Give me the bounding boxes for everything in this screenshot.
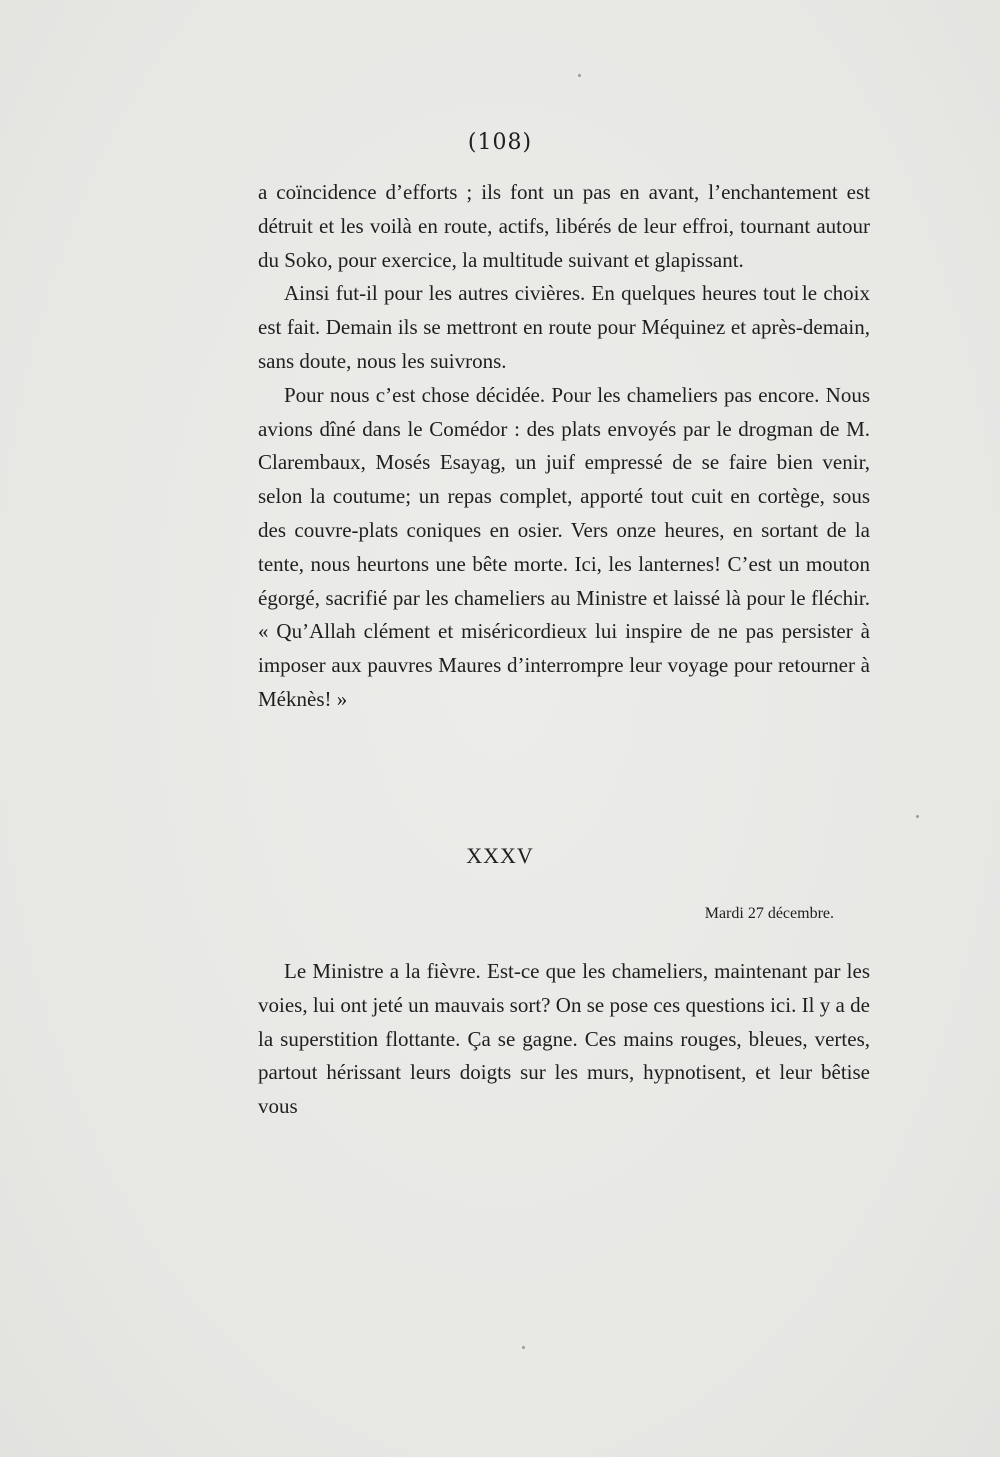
text-section-1 <box>258 176 870 717</box>
chapter-heading: XXXV <box>466 843 534 868</box>
paper-speck <box>916 815 919 818</box>
chapter-date: Mardi 27 décembre. <box>704 905 834 922</box>
paper-speck <box>522 1346 525 1349</box>
paper-speck <box>578 74 581 77</box>
text-section-2 <box>258 955 870 1124</box>
paragraph: Ainsi fut-il pour les autres civières. En quelques heures tout le choix est fait. Demain ils se mettront en route pour Méquinez et après-demain, sans doute, nous les suivrons. <box>258 281 870 373</box>
paragraph: a coïncidence d’efforts ; ils font un pas en avant, l’enchantement est détruit et les voilà en route, actifs, libérés de leur effroi, tournant autour du Soko, pour exercice, la multitude suivant et glapissant. <box>258 180 870 272</box>
page-number: (108) <box>467 130 533 155</box>
paragraph: Pour nous c’est chose décidée. Pour les chameliers pas encore. Nous avions dîné dans le Comédor : des plats envoyés par le drogman de M. Clarembaux, Mosés Esayag, un juif empressé de se faire bien venir, selon la coutume; un repas complet, apporté tout cuit en cortège, sous des couvre-plats coniques en osier. Vers onze heures, en sortant de la tente, nous heurtons une bête morte. Ici, les lanternes! C’est un mouton égorgé, sacrifié par les chameliers au Ministre et laissé là pour le fléchir. « Qu’Allah clément et miséricordieux lui inspire de ne pas persister à imposer aux pauvres Maures d’interrompre leur voyage pour retourner à Méknès! » <box>258 382 870 711</box>
paragraph: Le Ministre a la fièvre. Est-ce que les chameliers, maintenant par les voies, lui ont jeté un mauvais sort? On se pose ces questions ici. Il y a de la superstition flottante. Ça se gagne. Ces mains rouges, bleues, vertes, partout hérissant leurs doigts sur les murs, hypnotisent, et leur bêtise vous <box>258 959 870 1119</box>
